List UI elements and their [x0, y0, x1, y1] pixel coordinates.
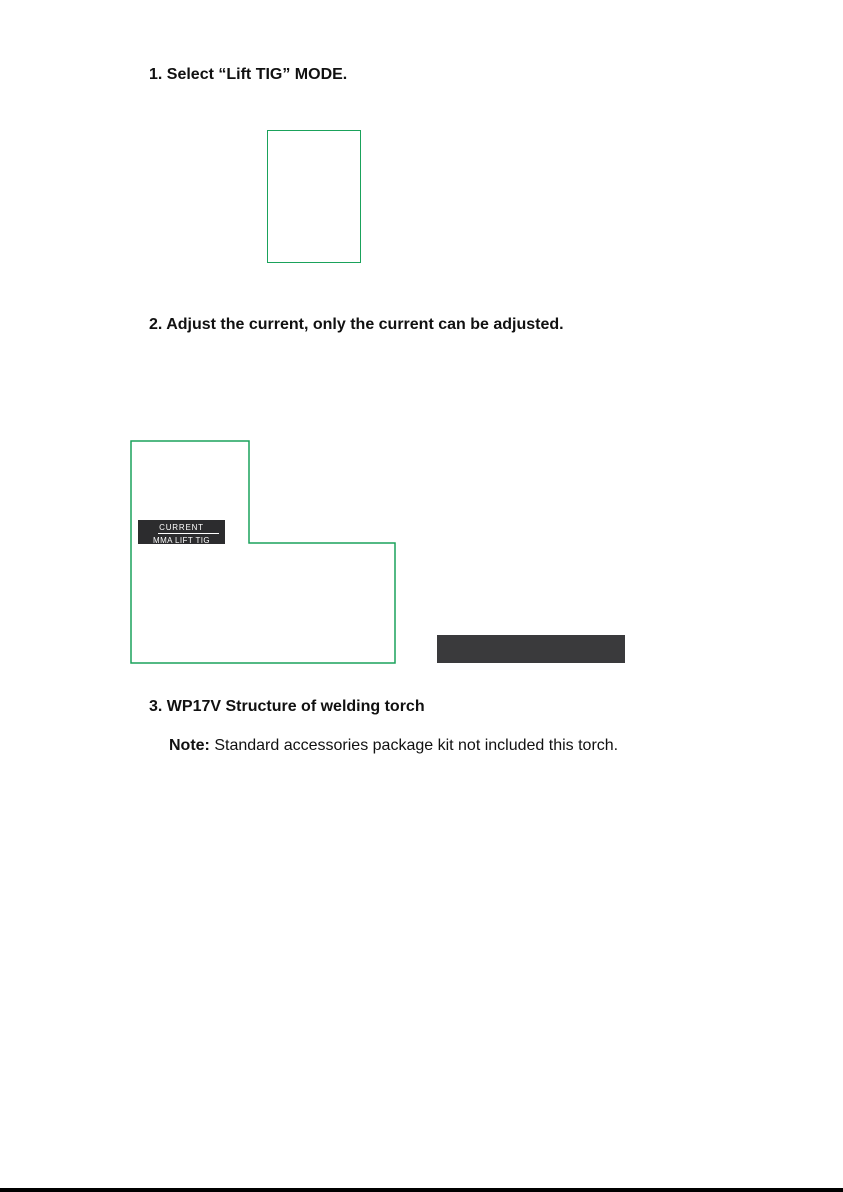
control-panel-label: [138, 520, 225, 544]
note-text: Standard accessories package kit not included this torch.: [209, 737, 619, 754]
note-paragraph: [169, 737, 618, 755]
current-adjust-image-frame: [130, 440, 396, 664]
mode-selector-image-frame: [267, 130, 361, 263]
note-label: Note:: [169, 737, 210, 754]
page-bottom-edge: [0, 1188, 843, 1192]
step-1-heading: 1. Select “Lift TIG” MODE.: [149, 66, 348, 83]
panel-divider: [158, 533, 219, 534]
panel-mode-label: MMA LIFT TIG: [153, 536, 210, 544]
frame-outline: [131, 441, 395, 663]
step-3-heading: 3. WP17V Structure of welding torch: [149, 698, 425, 715]
display-bar: [437, 635, 625, 663]
panel-current-label: CURRENT: [159, 523, 204, 532]
step-2-heading: 2. Adjust the current, only the current can be adjusted.: [149, 316, 564, 333]
